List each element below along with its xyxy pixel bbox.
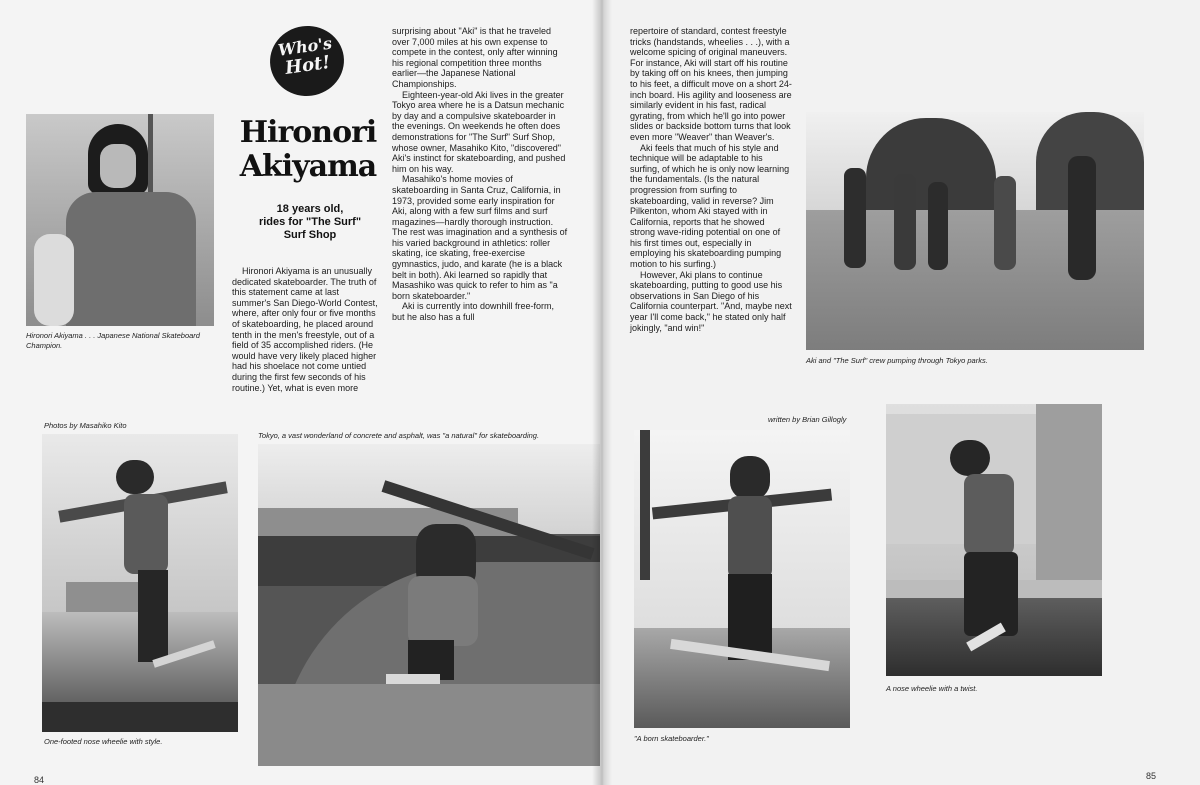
whos-hot-logo (265, 21, 348, 101)
byline: written by Brian Gillogly (768, 415, 847, 424)
paragraph: Aki is currently into downhill free-form, but he also has a full (392, 301, 555, 323)
body-column-2 (392, 26, 568, 323)
born-skateboarder-photo (634, 430, 850, 728)
page-number-left: 84 (34, 775, 45, 785)
paragraph: However, Aki plans to continue skateboarding, putting to good use his observations in San Diego of his California counterpart. "And, maybe next year I'll come back," he stated only half jokingly, "and win!" (630, 269, 792, 333)
center-gutter (592, 0, 612, 785)
tokyo-skate-photo (258, 444, 600, 766)
headline-first-name: Hironori (239, 115, 377, 150)
paragraph: Eighteen-year-old Aki lives in the greater Tokyo area where he is a Datsun mechanic by day and a compulsive skateboarder in the evenings. On weekends he often does demonstrations for "The Surf" Surf Shop, whose owner, Masahiko Kito, "discovered" Aki's instinct for skateboarding, and pushed him on his way. (392, 89, 566, 174)
subhead-line2: rides for "The Surf" (258, 216, 362, 228)
subhead-line1: 18 years old, (276, 203, 344, 215)
paragraph: Hironori Akiyama is an unusually dedicated skateboarder. The truth of this statement came at last summer's San Diego-World Contest, where, after only four or five months of skateboarding, he placed around tenth in the men's freestyle, out of a field of 35 accomplished riders. (He would have very likely placed higher had his shoelace not come untied during the first few seconds of his routine.) Yet, what is even more (232, 266, 378, 393)
portrait-caption: Hironori Akiyama . . . Japanese National Skateboard Champion. (26, 331, 200, 350)
article-headline (228, 116, 388, 184)
photo-credit: Photos by Masahiko Kito (44, 421, 127, 430)
right-page (600, 0, 1200, 785)
one-footed-caption: One-footed nose wheelie with style. (44, 737, 163, 746)
article-subhead (236, 203, 384, 242)
born-caption: "A born skateboarder." (634, 734, 709, 743)
nose-wheelie-twist-photo (886, 404, 1102, 676)
paragraph: surprising about "Aki" is that he traveled over 7,000 miles at his own expense to compete in the contest, only after winning his regional competition three months earlier—the Japanese National Championships. (392, 26, 558, 89)
body-column-1 (232, 266, 380, 393)
badge-line1: Who's (276, 33, 334, 60)
crew-pumping-photo (806, 112, 1144, 350)
portrait-photo (26, 114, 214, 326)
one-footed-wheelie-photo (42, 434, 238, 732)
paragraph: Masahiko's home movies of skateboarding in Santa Cruz, California, in 1973, provided some early inspiration for Aki, along with a few surf films and surf magazines—hardly thorough instruction. The rest was imagination and a synthesis of his varied background in athletics: roller skating, ice skating, free-exercise gymnastics, judo, and karate (he is a black belt in both). Aki learned so rapidly that Masashiko was quick to refer to him as "a born skateboarder." (392, 174, 568, 301)
paragraph: Aki feels that much of his style and technique will be adaptable to his surfing, of which he is only now learning the fundamentals. (Is the natural progression from surfing to skateboarding, valid in reverse? Jim Pilkenton, whom Aki stayed with in California, reports that he showed strong wave-riding potential on one of his first times out, especially in employing his skateboarding pumping motion to his surfing.) (630, 142, 790, 270)
paragraph: repertoire of standard, contest freestyle tricks (handstands, wheelies . . .), with a welcome spicing of original maneuvers. For instance, Aki will start off his routine by taking off on his knees, then jumping to his feet, a difficult move on a short 24-inch board. His agility and looseness are similarly evident in his fast, radical gyrating, from which he'll go into power slides or backside bottom turns that look even more "Weaver" than Weaver's. (630, 26, 792, 142)
subhead-line3: Surf Shop (283, 229, 337, 241)
tokyo-caption: Tokyo, a vast wonderland of concrete and asphalt, was "a natural" for skateboarding. (258, 431, 540, 440)
crew-caption: Aki and "The Surf" crew pumping through Tokyo parks. (806, 356, 988, 365)
headline-last-name: Akiyama (239, 149, 377, 184)
badge-line2: Hot! (283, 51, 332, 80)
body-column-3 (630, 26, 792, 333)
page-number-right: 85 (1146, 771, 1157, 781)
nose-twist-caption: A nose wheelie with a twist. (886, 684, 978, 693)
